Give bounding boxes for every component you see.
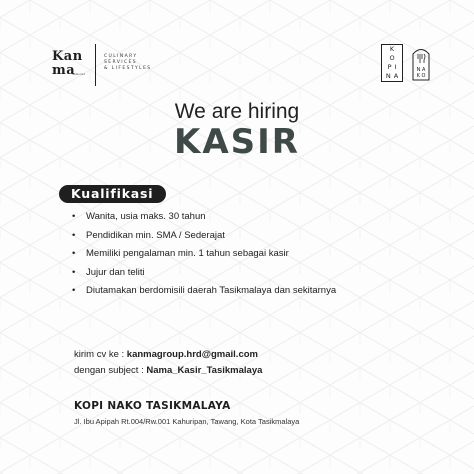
qualifications-list — [70, 210, 336, 303]
qualification-text: Jujur dan teliti — [86, 266, 145, 278]
list-item — [70, 210, 336, 229]
hiring-heading: We are hiring — [174, 100, 300, 123]
nako-letter: N — [385, 72, 391, 80]
bullet-icon: • — [72, 285, 76, 296]
bullet-icon: • — [72, 229, 76, 241]
list-item — [70, 266, 336, 285]
nako-letter: A — [393, 72, 399, 80]
logo-divider — [95, 44, 96, 86]
kopi-letter: K — [389, 45, 395, 53]
list-item — [70, 247, 336, 266]
kopi-nako-logo-box — [381, 44, 403, 82]
qualifications-title: Kualifikasi — [59, 185, 166, 203]
tagline-line: SERVICES — [104, 60, 138, 65]
qualification-text: Diutamakan berdomisili daerah Tasikmalaya dan sekitarnya — [86, 285, 337, 296]
bullet-icon: • — [72, 211, 76, 222]
svg-text:N A: N A — [416, 67, 426, 73]
company-address: Jl. Ibu Apipah Rt.004/Rw.001 Kahuripan, Tawang, Kota Tasikmalaya — [74, 417, 300, 426]
tagline-line: & LIFESTYLES — [104, 66, 152, 71]
list-item — [70, 229, 336, 248]
kopi-letter: I — [394, 63, 397, 71]
subject-value: Nama_Kasir_Tasikmalaya — [146, 365, 263, 376]
list-item — [70, 284, 336, 303]
email-address[interactable]: kanmagroup.hrd@gmail.com — [126, 349, 258, 360]
qualification-text: Pendidikan min. SMA / Sederajat — [86, 229, 225, 241]
qualification-text: Wanita, usia maks. 30 tahun — [86, 211, 206, 222]
kanma-logo-small-text: restaurant — [72, 73, 86, 76]
bullet-icon: • — [72, 266, 76, 278]
brand-tagline — [104, 54, 184, 72]
company-name: KOPI NAKO TASIKMALAYA — [74, 400, 231, 412]
subject-label: dengan subject : — [74, 365, 144, 376]
subject-line — [74, 363, 262, 379]
cv-line — [74, 347, 262, 363]
qualification-text: Memiliki pengalaman min. 1 tahun sebagai kasir — [86, 248, 289, 259]
kanma-logo-line2: ma — [52, 63, 76, 78]
kanma-logo — [52, 50, 92, 77]
tagline-line: CULINARY — [104, 54, 138, 59]
nako-cup-icon — [410, 44, 432, 82]
position-title: KASIR — [174, 122, 300, 162]
kanma-logo-line1: Kan — [52, 49, 83, 64]
cv-label: kirim cv ke : — [74, 349, 125, 360]
svg-text:K O: K O — [416, 73, 426, 79]
kopi-letter: O — [389, 54, 395, 62]
kopi-letter: P — [387, 63, 392, 71]
contact-info — [74, 347, 262, 379]
bullet-icon: • — [72, 248, 76, 259]
